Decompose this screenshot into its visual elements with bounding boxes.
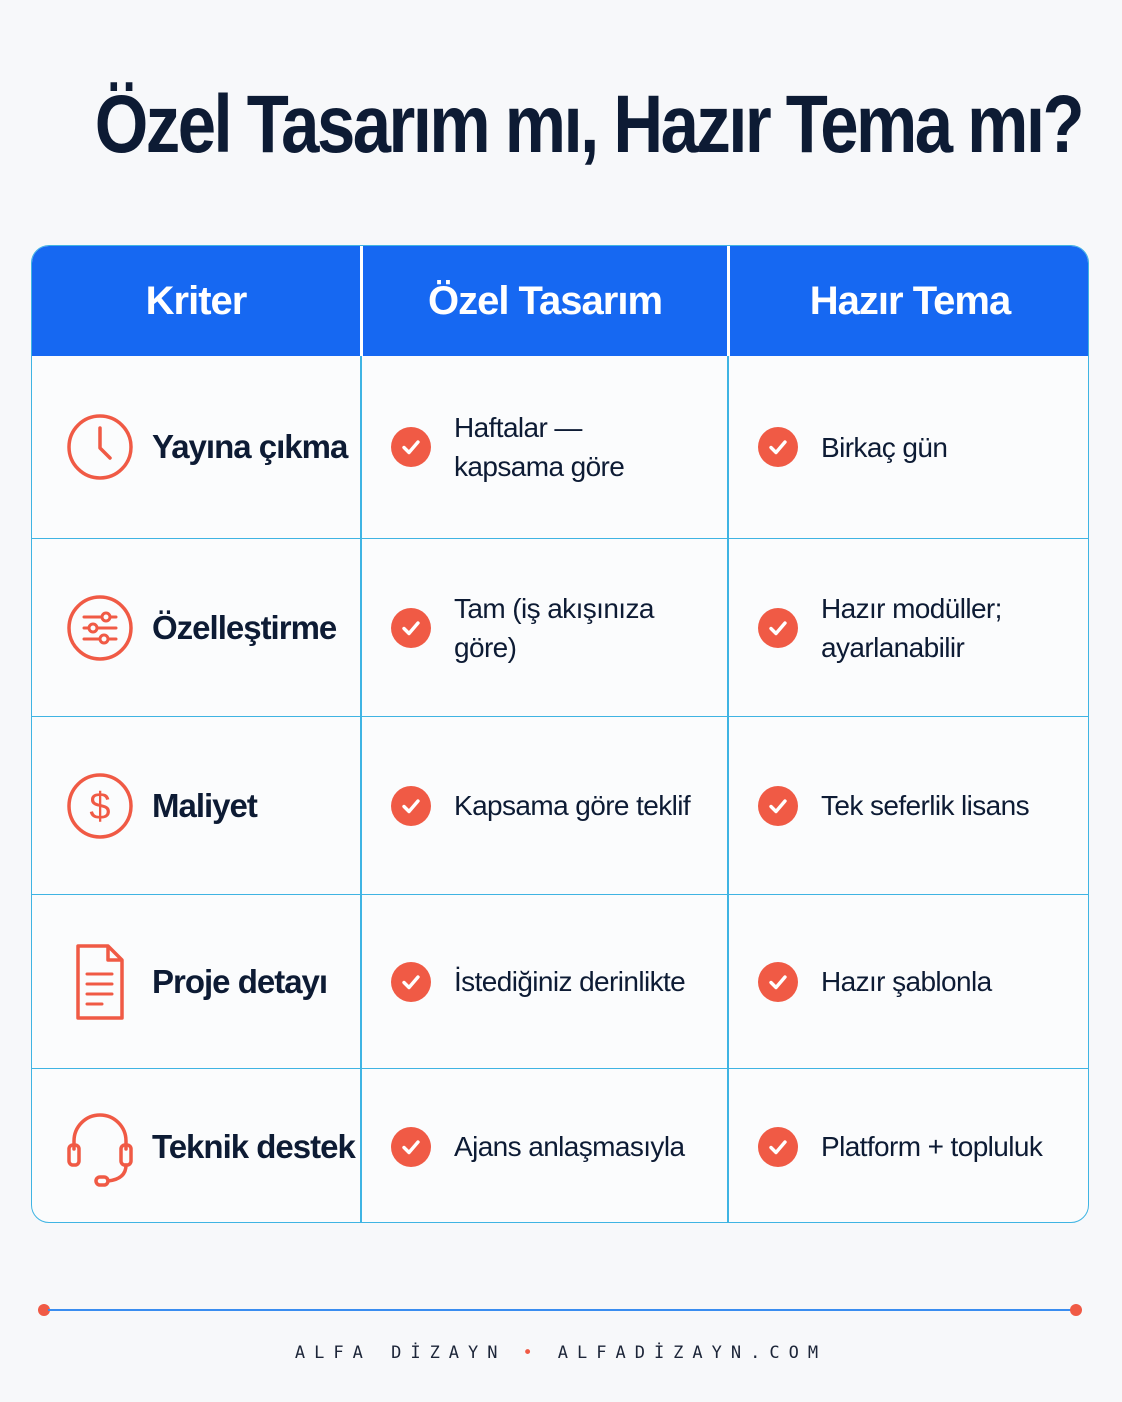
criterion-cell [32,895,360,1068]
check-icon [758,427,798,467]
header-criterion: Kriter [145,278,247,323]
header-custom-design: Özel Tasarım [427,278,663,323]
criterion-cell [32,539,360,716]
document-icon [62,944,138,1020]
check-icon [758,786,798,826]
custom-value: Kapsama göre teklif [454,790,691,821]
custom-value: Ajans anlaşmasıyla [454,1131,685,1162]
theme-value: Hazır şablonla [821,966,992,997]
theme-value-cell [729,895,1089,1068]
table-row [32,538,1088,716]
footer [0,1343,1122,1363]
header-ready-theme: Hazır Tema [809,278,1011,323]
comparison-table [31,245,1089,1223]
custom-value-cell [362,1069,727,1223]
check-icon [391,962,431,1002]
dollar-icon [62,768,138,844]
criterion-cell [32,717,360,894]
footer-divider [48,1309,1076,1311]
criterion-label: Özelleştirme [152,608,337,646]
custom-value: Tam (iş akışınıza göre) [454,592,654,663]
table-row [32,356,1088,538]
clock-icon [62,409,138,485]
criterion-label: Teknik destek [152,1127,355,1165]
custom-value-cell [362,717,727,894]
check-icon [758,1127,798,1167]
criterion-label: Yayına çıkma [152,428,348,465]
custom-value-cell [362,356,727,538]
footer-website: ALFADİZAYN.COM [557,1343,828,1363]
theme-value: Platform + topluluk [821,1131,1043,1162]
theme-value: Birkaç gün [821,431,948,463]
check-icon [391,786,431,826]
check-icon [391,608,431,648]
custom-value: Haftalar — kapsama göre [454,412,625,482]
criterion-label: Maliyet [152,786,257,824]
theme-value-cell [729,1069,1089,1223]
custom-value-cell [362,539,727,716]
criterion-cell [32,1069,360,1223]
page-title: Özel Tasarım mı, Hazır Tema mı? [94,79,1083,170]
theme-value-cell [729,717,1089,894]
sliders-icon [62,590,138,666]
theme-value-cell [729,539,1089,716]
footer-separator: • [522,1343,542,1363]
theme-value-cell [729,356,1089,538]
theme-value: Tek seferlik lisans [821,790,1030,821]
custom-value: İstediğiniz derinlikte [454,966,686,997]
criterion-cell [32,356,360,538]
check-icon [391,427,431,467]
table-row [32,716,1088,894]
footer-brand: ALFA DİZAYN [294,1343,507,1363]
check-icon [758,608,798,648]
criterion-label: Proje detayı [152,962,328,1000]
theme-value: Hazır modüller; ayarlanabilir [821,592,1002,663]
custom-value-cell [362,895,727,1068]
table-header-row [32,246,1088,356]
table-row [32,1068,1088,1223]
svg-text:$: $ [89,785,111,828]
footer-dot-right [1070,1304,1082,1316]
headset-icon [62,1109,138,1185]
table-row [32,894,1088,1068]
check-icon [758,962,798,1002]
check-icon [391,1127,431,1167]
